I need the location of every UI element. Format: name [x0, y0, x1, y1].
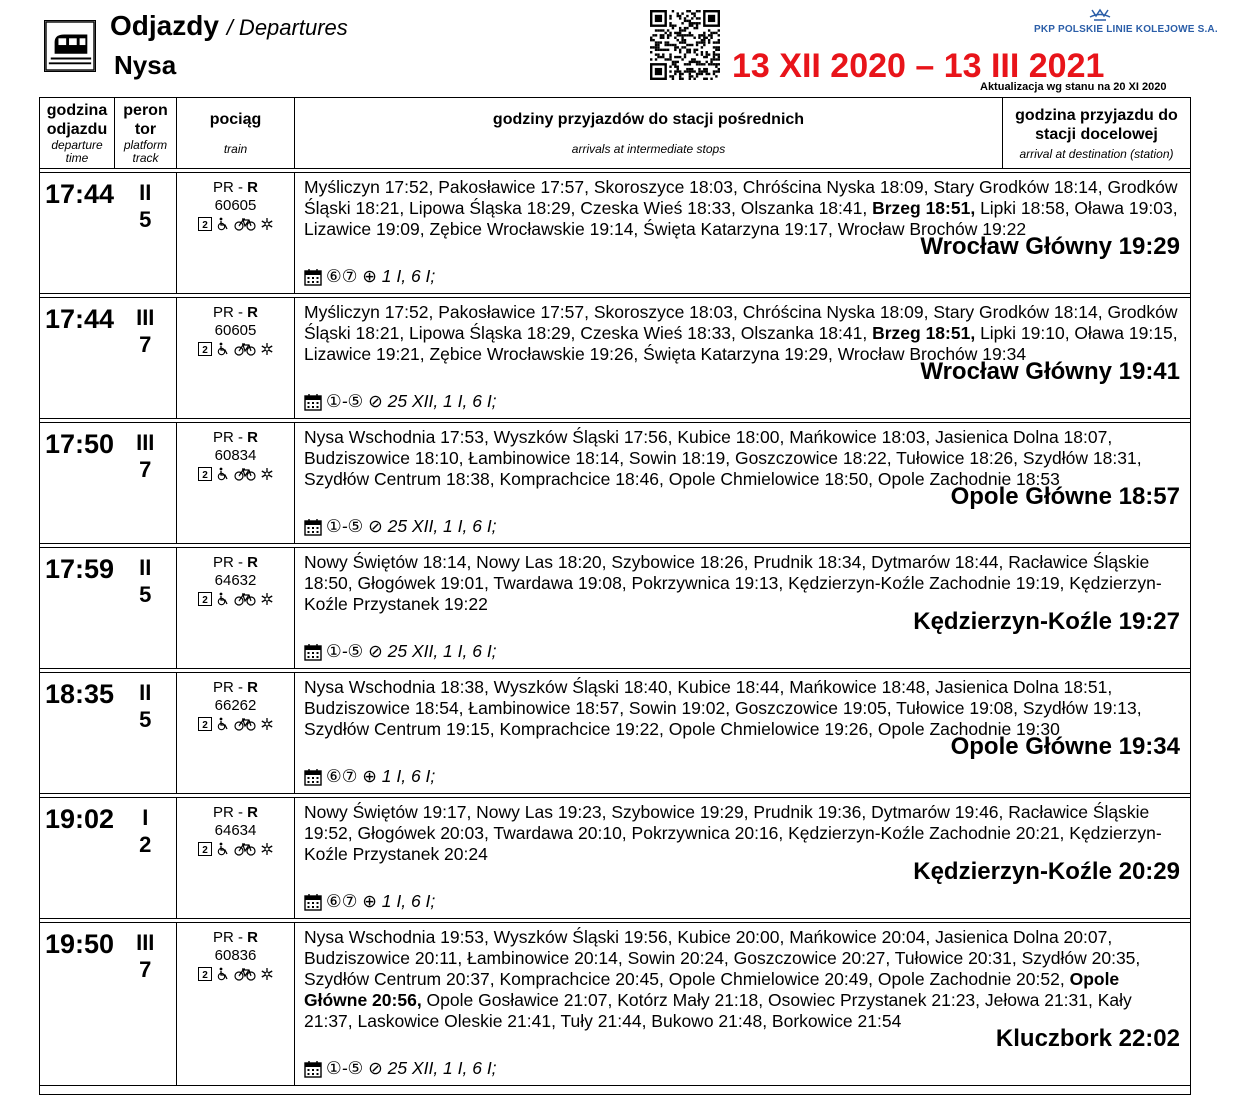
- intermediate-stops: Nysa Wschodnia 18:38, Wyszków Śląski 18:40, Kubice 18:44, Mańkowice 18:48, Jasienica Dolna 18:51, Budziszowice 18:54, Łambinowice 18:57, Sowin 19:02, Goszczowice 19:05, Tułowice 19:08, Szydłów 19:13, Szydłów Centrum 19:15, Komprachcice 19:22, Opole Chmielowice 19:26, Opole Zachodnie 19:30: [304, 677, 1142, 739]
- platform-number: II: [139, 180, 152, 205]
- train-category: PR - R: [212, 929, 259, 946]
- calendar-icon: [304, 1060, 322, 1078]
- platform-cell: [115, 173, 177, 294]
- bicycle-icon: [234, 217, 256, 231]
- air-conditioning-icon: [260, 717, 274, 731]
- table-header-row: [40, 98, 1191, 169]
- bicycle-icon: [234, 467, 256, 481]
- operating-days: [304, 516, 1184, 537]
- svg-text:2: 2: [201, 970, 208, 981]
- platform-cell: [115, 673, 177, 794]
- wheelchair-icon: [216, 592, 230, 606]
- train-cell: [177, 548, 295, 669]
- destination-arrival: Wrocław Główny 19:41: [920, 358, 1180, 385]
- operating-days: [304, 1058, 1184, 1079]
- train-cell: [177, 173, 295, 294]
- bicycle-icon: [234, 717, 256, 731]
- platform-number: II: [139, 555, 152, 580]
- bicycle-icon: [234, 342, 256, 356]
- train-category: PR - R: [212, 554, 259, 571]
- stops-cell: [295, 298, 1191, 419]
- departure-time: 17:50: [40, 423, 115, 544]
- table-row: [40, 173, 1191, 294]
- class-2-icon: [198, 217, 212, 231]
- departure-time: 17:44: [40, 298, 115, 419]
- train-icon: [44, 20, 96, 72]
- platform-cell: [115, 798, 177, 919]
- departure-time: 19:50: [40, 923, 115, 1086]
- wheelchair-icon: [216, 717, 230, 731]
- facility-icons: [177, 342, 294, 356]
- class-2-icon: [198, 842, 212, 856]
- class-2-icon: [198, 342, 212, 356]
- air-conditioning-icon: [260, 967, 274, 981]
- operating-days: [304, 266, 1184, 287]
- header-train: pociąg train: [177, 98, 295, 169]
- platform-number: III: [136, 305, 155, 330]
- train-number: 64632: [214, 572, 257, 589]
- header-destination: godzina przyjazdu do stacji docelowej arrival at destination (station): [1003, 98, 1191, 169]
- facility-icons: [177, 217, 294, 231]
- svg-text:2: 2: [201, 720, 208, 731]
- platform-cell: [115, 548, 177, 669]
- train-number: 64634: [214, 822, 257, 839]
- operating-days-text: ①-⑤ ⊘ 25 XII, 1 I, 6 I;: [326, 391, 497, 411]
- operating-days-text: ⑥⑦ ⊕ 1 I, 6 I;: [326, 266, 436, 286]
- stops-cell: [295, 798, 1191, 919]
- operating-days-text: ①-⑤ ⊘ 25 XII, 1 I, 6 I;: [326, 516, 497, 536]
- train-category: PR - R: [212, 179, 259, 196]
- departure-time: 18:35: [40, 673, 115, 794]
- platform-cell: [115, 423, 177, 544]
- operating-days: [304, 391, 1184, 412]
- track-number: 5: [139, 582, 152, 607]
- air-conditioning-icon: [260, 842, 274, 856]
- operating-days: [304, 891, 1184, 912]
- train-number: 66262: [214, 697, 257, 714]
- train-category: PR - R: [212, 804, 259, 821]
- track-number: 7: [139, 332, 152, 357]
- class-2-icon: [198, 967, 212, 981]
- departure-time: 17:44: [40, 173, 115, 294]
- facility-icons: [177, 592, 294, 606]
- wheelchair-icon: [216, 342, 230, 356]
- bicycle-icon: [234, 592, 256, 606]
- wheelchair-icon: [216, 467, 230, 481]
- wheelchair-icon: [216, 217, 230, 231]
- intermediate-stops: Nowy Świętów 18:14, Nowy Las 18:20, Szybowice 18:26, Prudnik 18:34, Dytmarów 18:44, Racławice Śląskie 18:50, Głogówek 19:01, Twardawa 19:08, Pokrzywnica 19:13, Kędzierzyn-Koźle Zachodnie 19:19, Kędzierzyn-Koźle Przystanek 19:22: [304, 552, 1162, 614]
- svg-text:2: 2: [201, 345, 208, 356]
- train-cell: [177, 798, 295, 919]
- calendar-icon: [304, 893, 322, 911]
- train-cell: [177, 423, 295, 544]
- train-category: PR - R: [212, 679, 259, 696]
- title-pl: Odjazdy: [110, 10, 219, 41]
- facility-icons: [177, 467, 294, 481]
- header-departure: godzina odjazdu departure time: [40, 98, 115, 169]
- table-row: [40, 423, 1191, 544]
- departure-time: 19:02: [40, 798, 115, 919]
- train-cell: [177, 923, 295, 1086]
- train-category: PR - R: [212, 429, 259, 446]
- stops-cell: [295, 423, 1191, 544]
- bicycle-icon: [234, 967, 256, 981]
- intermediate-stops: Nysa Wschodnia 17:53, Wyszków Śląski 17:56, Kubice 18:00, Mańkowice 18:03, Jasienica Dolna 18:07, Budziszowice 18:10, Łambinowice 18:14, Sowin 18:19, Goszczowice 18:22, Tułowice 18:26, Szydłów 18:31, Szydłów Centrum 18:38, Komprachcice 18:46, Opole Chmielowice 18:50, Opole Zachodnie 18:53: [304, 427, 1142, 489]
- departures-body: [40, 169, 1191, 1095]
- stops-cell: [295, 173, 1191, 294]
- platform-cell: [115, 923, 177, 1086]
- svg-text:2: 2: [201, 845, 208, 856]
- calendar-icon: [304, 768, 322, 786]
- facility-icons: [177, 717, 294, 731]
- platform-number: III: [136, 430, 155, 455]
- intermediate-stops: Myśliczyn 17:52, Pakosławice 17:57, Skoroszyce 18:03, Chróścina Nyska 18:09, Stary Grodków 18:14, Grodków Śląski 18:21, Lipowa Śląska 18:29, Czeska Wieś 18:33, Olszanka 18:41, Brzeg 18:51, Lipki 19:10, Oława 19:15, Lizawice 19:21, Zębice Wrocławskie 19:26, Święta Katarzyna 19:29, Wrocław Brochów 19:34: [304, 302, 1178, 364]
- air-conditioning-icon: [260, 467, 274, 481]
- platform-number: III: [136, 930, 155, 955]
- stops-cell: [295, 548, 1191, 669]
- facility-icons: [177, 967, 294, 981]
- operating-days: [304, 641, 1184, 662]
- bicycle-icon: [234, 842, 256, 856]
- train-cell: [177, 298, 295, 419]
- wheelchair-icon: [216, 967, 230, 981]
- track-number: 2: [139, 832, 152, 857]
- destination-arrival: Kluczbork 22:02: [995, 1025, 1180, 1052]
- operating-days-text: ①-⑤ ⊘ 25 XII, 1 I, 6 I;: [326, 641, 497, 661]
- departure-time: 17:59: [40, 548, 115, 669]
- header-stops: godziny przyjazdów do stacji pośrednich arrivals at intermediate stops: [295, 98, 1003, 169]
- track-number: 7: [139, 457, 152, 482]
- class-2-icon: [198, 467, 212, 481]
- table-row: [40, 298, 1191, 419]
- table-row: [40, 798, 1191, 919]
- update-note: Aktualizacja wg stanu na 20 XI 2020: [980, 81, 1167, 93]
- stops-cell: [295, 923, 1191, 1086]
- calendar-icon: [304, 643, 322, 661]
- intermediate-stops: Myśliczyn 17:52, Pakosławice 17:57, Skoroszyce 18:03, Chróścina Nyska 18:09, Stary Grodków 18:14, Grodków Śląski 18:21, Lipowa Śląska 18:29, Czeska Wieś 18:33, Olszanka 18:41, Brzeg 18:51, Lipki 18:58, Oława 19:03, Lizawice 19:09, Zębice Wrocławskie 19:14, Święta Katarzyna 19:17, Wrocław Brochów 19:22: [304, 177, 1178, 239]
- calendar-icon: [304, 268, 322, 286]
- class-2-icon: [198, 717, 212, 731]
- train-cell: [177, 673, 295, 794]
- destination-arrival: Wrocław Główny 19:29: [920, 233, 1180, 260]
- title-en: / Departures: [226, 15, 348, 40]
- track-number: 5: [139, 207, 152, 232]
- platform-cell: [115, 298, 177, 419]
- intermediate-stops: Nowy Świętów 19:17, Nowy Las 19:23, Szybowice 19:29, Prudnik 19:36, Dytmarów 19:46, Racławice Śląskie 19:52, Głogówek 20:03, Twardawa 20:10, Pokrzywnica 20:16, Kędzierzyn-Koźle Zachodnie 20:21, Kędzierzyn-Koźle Przystanek 20:24: [304, 802, 1162, 864]
- table-row: [40, 673, 1191, 794]
- operating-days-text: ①-⑤ ⊘ 25 XII, 1 I, 6 I;: [326, 1058, 497, 1078]
- stops-cell: [295, 673, 1191, 794]
- qr-code-icon: [650, 10, 720, 80]
- operating-days: [304, 766, 1184, 787]
- class-2-icon: [198, 592, 212, 606]
- track-number: 7: [139, 957, 152, 982]
- row-spacer: [40, 1086, 1191, 1095]
- header-platform: peron tor platform track: [115, 98, 177, 169]
- destination-arrival: Opole Główne 19:34: [950, 733, 1180, 760]
- platform-number: I: [142, 805, 149, 830]
- train-number: 60605: [214, 322, 257, 339]
- facility-icons: [177, 842, 294, 856]
- train-number: 60836: [214, 947, 257, 964]
- track-number: 5: [139, 707, 152, 732]
- validity-period: 13 XII 2020 – 13 III 2021: [732, 47, 1105, 85]
- page-title: [110, 10, 348, 42]
- platform-number: II: [139, 680, 152, 705]
- table-row: [40, 923, 1191, 1086]
- operating-days-text: ⑥⑦ ⊕ 1 I, 6 I;: [326, 891, 436, 911]
- air-conditioning-icon: [260, 592, 274, 606]
- destination-arrival: Kędzierzyn-Koźle 19:27: [913, 608, 1180, 635]
- table-row: [40, 548, 1191, 669]
- destination-arrival: Kędzierzyn-Koźle 20:29: [913, 858, 1180, 885]
- svg-text:2: 2: [201, 470, 208, 481]
- destination-arrival: Opole Główne 18:57: [950, 483, 1180, 510]
- timetable-header: [0, 0, 1234, 100]
- operator-name: PKP POLSKIE LINIE KOLEJOWE S.A.: [1034, 24, 1218, 35]
- calendar-icon: [304, 518, 322, 536]
- intermediate-stops: Nysa Wschodnia 19:53, Wyszków Śląski 19:56, Kubice 20:00, Mańkowice 20:04, Jasienica Dolna 20:07, Budziszowice 20:11, Łambinowice 20:14, Sowin 20:24, Goszczowice 20:27, Tułowice 20:31, Szydłów 20:35, Szydłów Centrum 20:37, Komprachcice 20:45, Opole Chmielowice 20:49, Opole Zachodnie 20:52, Opole Główne 20:56, Opole Gosławice 21:07, Kotórz Mały 21:18, Osowiec Przystanek 21:23, Jełowa 21:31, Kały 21:37, Laskowice Oleskie 21:41, Tuły 21:44, Bukowo 21:48, Borkowice 21:54: [304, 927, 1141, 1031]
- train-number: 60834: [214, 447, 257, 464]
- operating-days-text: ⑥⑦ ⊕ 1 I, 6 I;: [326, 766, 436, 786]
- air-conditioning-icon: [260, 217, 274, 231]
- departures-table: [39, 97, 1191, 1095]
- calendar-icon: [304, 393, 322, 411]
- air-conditioning-icon: [260, 342, 274, 356]
- station-name: Nysa: [114, 50, 177, 80]
- svg-text:2: 2: [201, 220, 208, 231]
- train-category: PR - R: [212, 304, 259, 321]
- wheelchair-icon: [216, 842, 230, 856]
- svg-text:2: 2: [201, 595, 208, 606]
- train-number: 60605: [214, 197, 257, 214]
